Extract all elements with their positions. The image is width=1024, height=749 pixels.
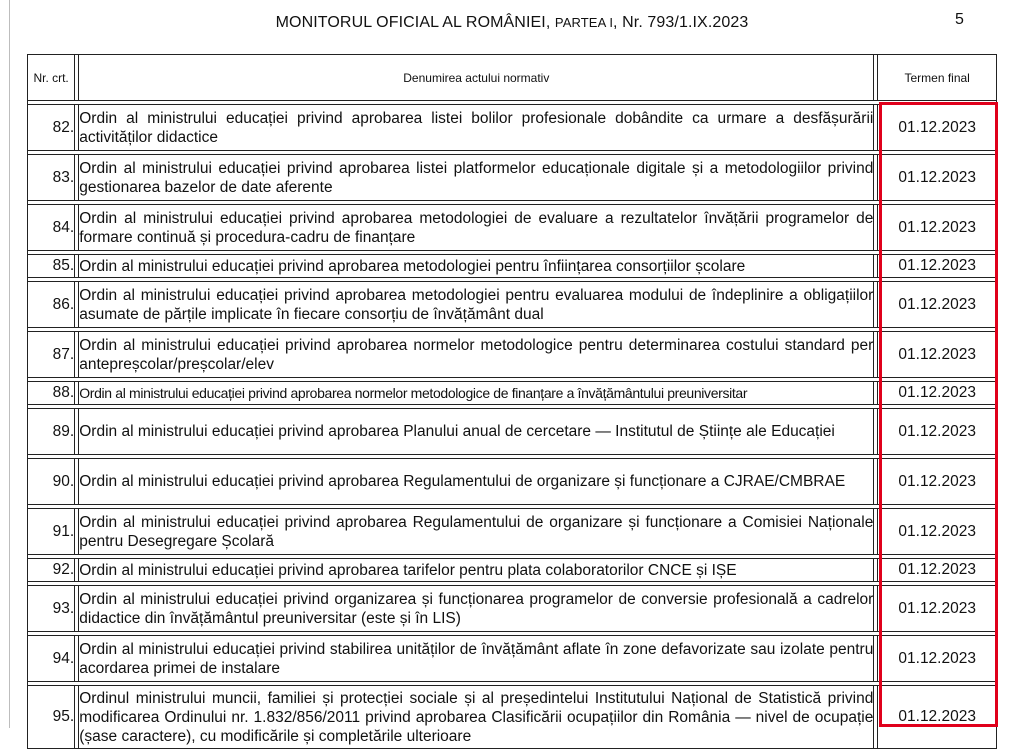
row-number: 85. — [28, 255, 75, 278]
acts-table — [27, 54, 997, 749]
row-number: 94. — [28, 636, 75, 682]
table-row — [28, 282, 997, 328]
title-part: PARTEA I — [554, 15, 614, 30]
act-name: Ordin al ministrului educației privind aprobarea listei platformelor educaționale digitale și a metodologiilor privind gestionarea bazelor de date aferente — [79, 155, 874, 201]
deadline: 01.12.2023 — [878, 636, 997, 682]
col-name-header: Denumirea actului normativ — [79, 55, 874, 101]
table-body — [28, 101, 997, 749]
col-nr-header: Nr. crt. — [28, 55, 75, 101]
table-row — [28, 459, 997, 505]
act-name: Ordin al ministrului educației privind aprobarea Regulamentului de organizare și funcționare a CJRAE/CMBRAE — [79, 459, 874, 505]
act-name: Ordin al ministrului educației privind aprobarea Regulamentului de organizare și funcționare a Comisiei Naționale pentru Desegregare Școlară — [79, 509, 874, 555]
row-number: 90. — [28, 459, 75, 505]
table-row — [28, 686, 997, 749]
table-row — [28, 332, 997, 378]
act-name: Ordin al ministrului educației privind aprobarea normelor metodologice de finanțare a învățământului preuniversitar — [79, 382, 874, 405]
deadline: 01.12.2023 — [878, 459, 997, 505]
table-row — [28, 509, 997, 555]
row-number: 83. — [28, 155, 75, 201]
row-number: 95. — [28, 686, 75, 749]
deadline: 01.12.2023 — [878, 255, 997, 278]
row-number: 89. — [28, 409, 75, 455]
act-name: Ordinul ministrului muncii, familiei și protecției sociale și al președintelui Institutului Național de Statistică privind modificarea Ordinului nr. 1.832/856/2011 privind aprobarea Clasificării ocupațiilor din România — nivel de ocupație (șase caractere), cu modificările și completările ulterioare — [79, 686, 874, 749]
row-number: 84. — [28, 205, 75, 251]
deadline: 01.12.2023 — [878, 382, 997, 405]
act-name: Ordin al ministrului educației privind organizarea și funcționarea programelor de conversie profesională a cadrelor didactice din învățământul preuniversitar (este și în LIS) — [79, 586, 874, 632]
deadline: 01.12.2023 — [878, 205, 997, 251]
table-row — [28, 586, 997, 632]
deadline: 01.12.2023 — [878, 332, 997, 378]
title-issue: , Nr. 793/1.IX.2023 — [613, 14, 749, 31]
table-row — [28, 636, 997, 682]
act-name: Ordin al ministrului educației privind aprobarea metodologiei pentru evaluarea modului de îndeplinire a obligațiilor asumate de părțile implicate în fiecare consorțiu de învățământ dual — [79, 282, 874, 328]
page-title — [0, 14, 1024, 32]
row-number: 93. — [28, 586, 75, 632]
act-name: Ordin al ministrului educației privind stabilirea unităților de învățământ aflate în zone defavorizate sau izolate pentru acordarea primei de instalare — [79, 636, 874, 682]
page-header — [0, 0, 1024, 50]
deadline: 01.12.2023 — [878, 409, 997, 455]
act-name: Ordin al ministrului educației privind aprobarea metodologiei de evaluare a rezultatelor învățării programelor de formare continuă și procedura-cadru de finanțare — [79, 205, 874, 251]
table-row — [28, 205, 997, 251]
page-edge-rule — [9, 0, 10, 728]
deadline: 01.12.2023 — [878, 559, 997, 582]
table-row — [28, 559, 997, 582]
table-row — [28, 155, 997, 201]
table-row — [28, 382, 997, 405]
col-term-header: Termen final — [878, 55, 997, 101]
table-header-row — [28, 55, 997, 101]
table-row — [28, 409, 997, 455]
deadline: 01.12.2023 — [878, 586, 997, 632]
page-number: 5 — [955, 11, 964, 28]
table-row — [28, 255, 997, 278]
row-number: 88. — [28, 382, 75, 405]
row-number: 87. — [28, 332, 75, 378]
act-name: Ordin al ministrului educației privind aprobarea normelor metodologice pentru determinarea costului standard per antepreșcolar/preșcolar/elev — [79, 332, 874, 378]
row-number: 82. — [28, 105, 75, 151]
act-name: Ordin al ministrului educației privind aprobarea listei bolilor profesionale dobândite ca urmare a desfășurării activităților didactice — [79, 105, 874, 151]
table-row — [28, 105, 997, 151]
deadline: 01.12.2023 — [878, 105, 997, 151]
row-number: 92. — [28, 559, 75, 582]
act-name: Ordin al ministrului educației privind aprobarea metodologiei pentru înființarea consorțiilor școlare — [79, 255, 874, 278]
act-name: Ordin al ministrului educației privind aprobarea tarifelor pentru plata colaboratorilor CNCE și IȘE — [79, 559, 874, 582]
deadline: 01.12.2023 — [878, 155, 997, 201]
title-main: MONITORUL OFICIAL AL ROMÂNIEI, — [275, 14, 551, 31]
deadline: 01.12.2023 — [878, 509, 997, 555]
row-number: 86. — [28, 282, 75, 328]
deadline: 01.12.2023 — [878, 282, 997, 328]
act-name: Ordin al ministrului educației privind aprobarea Planului anual de cercetare — Institutul de Științe ale Educației — [79, 409, 874, 455]
row-number: 91. — [28, 509, 75, 555]
deadline: 01.12.2023 — [878, 686, 997, 749]
